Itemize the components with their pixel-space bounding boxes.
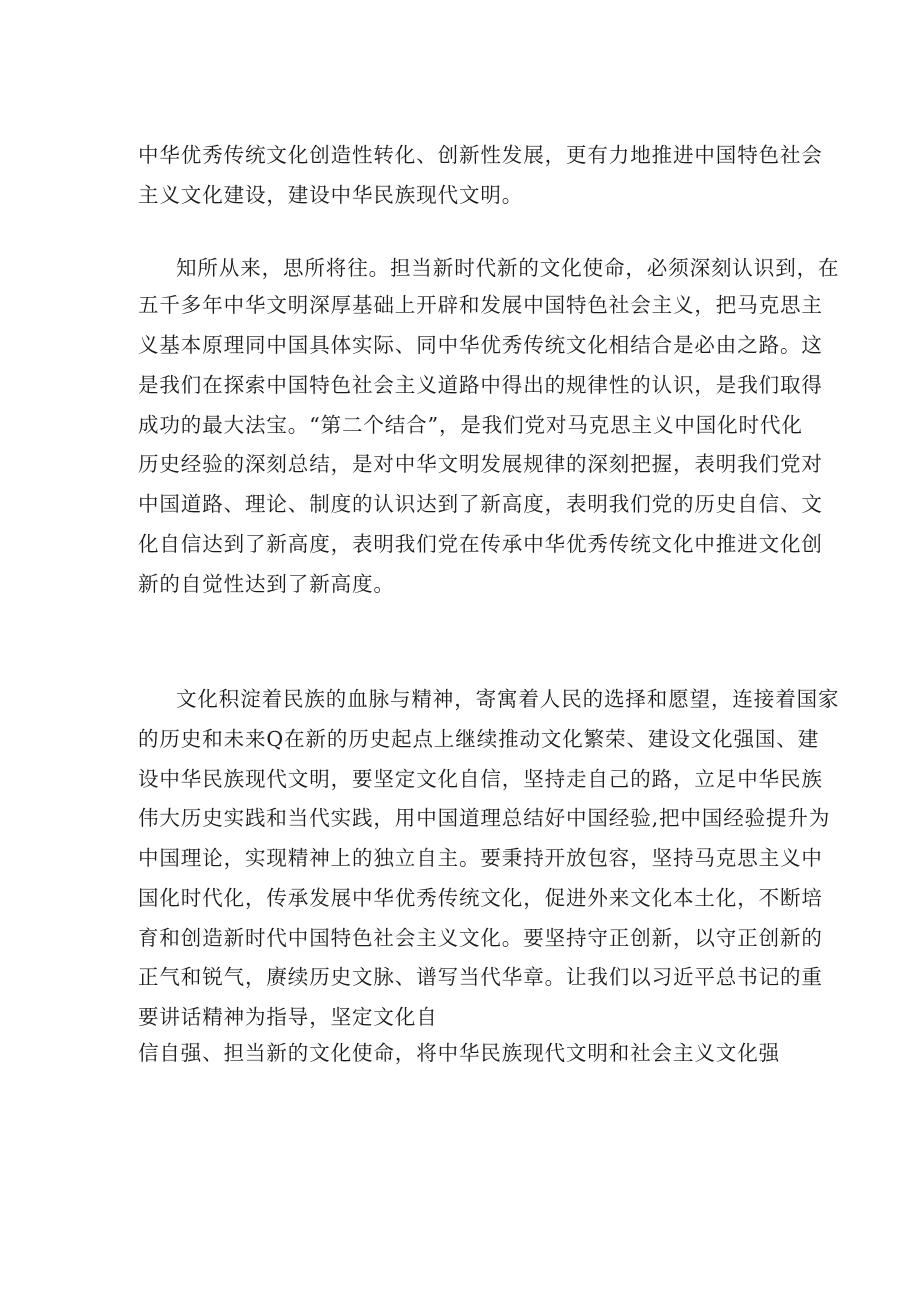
text-line: 知所从来，思所将往。担当新时代新的文化使命，必须深刻认识到，在 <box>176 256 840 280</box>
text-line: 中华优秀传统文化创造性转化、创新性发展，更有力地推进中国特色社会 <box>138 143 823 167</box>
text-line: 文化积淀着民族的血脉与精神，寄寓着人民的选择和愿望，连接着国家 <box>176 687 840 711</box>
text-line: 正气和锐气，赓续历史文脉、谱写当代华章。让我们以习近平总书记的重 <box>138 965 823 989</box>
text-line: 伟大历史实践和当代实践，用中国道理总结好中国经验,把中国经验提升为 <box>138 806 831 830</box>
text-line: 主义文化建设，建设中华民族现代文明。 <box>138 183 524 207</box>
text-line: 新的自觉性达到了新高度。 <box>138 572 395 596</box>
text-line: 中国道路、理论、制度的认识达到了新高度，表明我们党的历史自信、文 <box>138 492 823 516</box>
text-line: 历史经验的深刻总结，是对中华文明发展规律的深刻把握，表明我们党对 <box>138 452 823 476</box>
text-line: 信自强、担当新的文化使命，将中华民族现代文明和社会主义文化强 <box>138 1041 780 1065</box>
text-line: 五千多年中华文明深厚基础上开辟和发展中国特色社会主义，把马克思主 <box>138 293 823 317</box>
text-line: 中国理论，实现精神上的独立自主。要秉持开放包容，坚持马克思主义中 <box>138 846 823 870</box>
text-line: 国化时代化，传承发展中华优秀传统文化，促进外来文化本土化，不断培 <box>138 886 823 910</box>
text-line: 化自信达到了新高度，表明我们党在传承中华优秀传统文化中推进文化创 <box>138 532 823 556</box>
text-line: 是我们在探索中国特色社会主义道路中得出的规律性的认识，是我们取得 <box>138 373 823 397</box>
text-line: 成功的最大法宝。“第二个结合”，是我们党对马克思主义中国化时代化 <box>138 413 803 437</box>
text-line: 设中华民族现代文明，要坚定文化自信，坚持走自己的路，立足中华民族 <box>138 767 823 791</box>
text-line: 义基本原理同中国具体实际、同中华优秀传统文化相结合是必由之路。这 <box>138 333 823 357</box>
text-line: 要讲话精神为指导，坚定文化自 <box>138 1005 438 1029</box>
text-line: 的历史和未来Q在新的历史起点上继续推动文化繁荣、建设文化强国、建 <box>138 727 820 751</box>
text-line: 育和创造新时代中国特色社会主义文化。要坚持守正创新，以守正创新的 <box>138 926 823 950</box>
